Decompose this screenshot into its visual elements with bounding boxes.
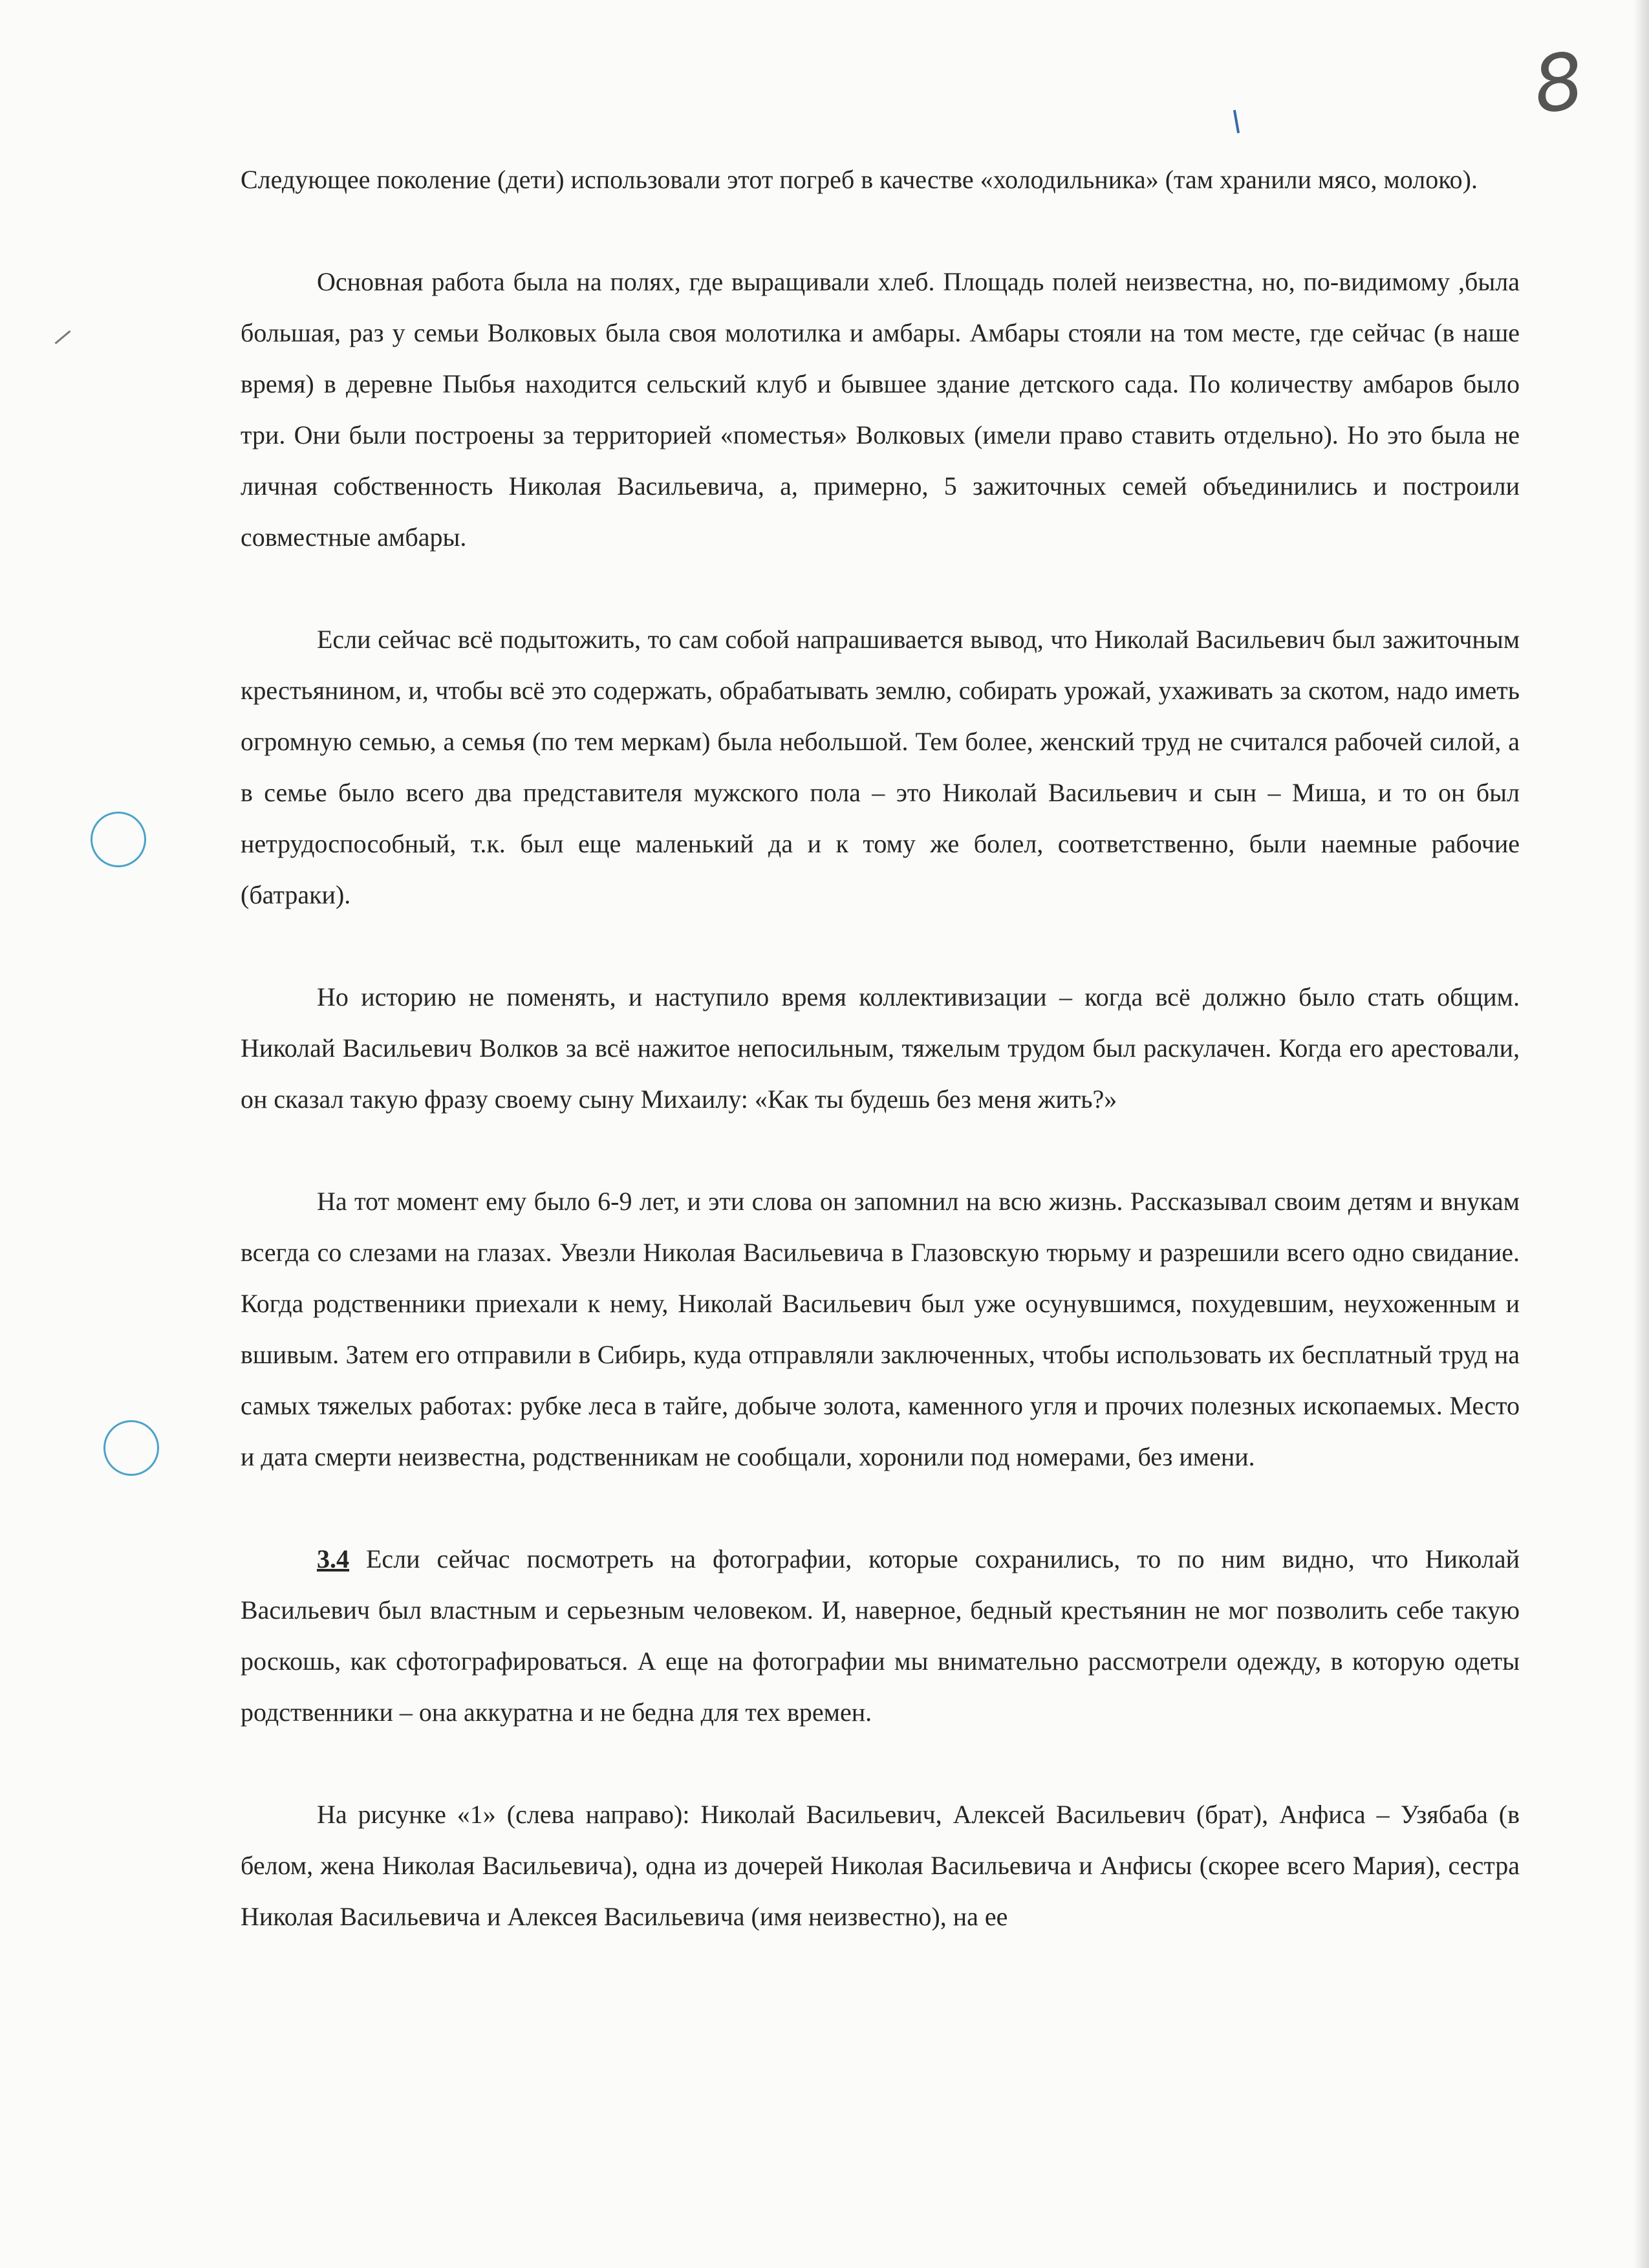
paragraph: На тот момент ему было 6-9 лет, и эти слова он запомнил на всю жизнь. Рассказывал своим детям и внукам всегда со слезами на глазах. Увезли Николая Васильевича в Глазовскую тюрьму и разрешили всего одно свидание. Когда родственники приехали к нему, Николай Васильевич был уже осунувшимся, похудевшим, неухоженным и вшивым. Затем его отправили в Сибирь, куда отправляли заключенных, чтобы использовать их бесплатный труд на самых тяжелых работах: рубке леса в тайге, добыче золота, каменного угля и прочих полезных ископаемых. Место и дата смерти неизвестна, родственникам не сообщали, хоронили под номерами, без имени.	[241, 1187, 1520, 1471]
punch-hole-circle	[103, 1420, 159, 1476]
paragraph: Основная работа была на полях, где выращивали хлеб. Площадь полей неизвестна, но, по-видимому ,была большая, раз у семьи Волковых была своя молотилка и амбары. Амбары стояли на том месте, где сейчас (в наше время) в деревне Пыбья находится сельский клуб и бывшее здание детского сада. По количеству амбаров было три. Они были построены за территорией «поместья» Волковых (имели право ставить отдельно). Но это была не личная собственность Николая Васильевича, а, примерно, 5 зажиточных семей объединились и построили совместные амбары.	[241, 267, 1520, 552]
paragraph: На рисунке «1» (слева направо): Николай Васильевич, Алексей Васильевич (брат), Анфиса – Узябаба (в белом, жена Николая Васильевича), одна из дочерей Николая Васильевича и Анфисы (скорее всего Мария), сестра Николая Васильевича и Алексея Васильевича (имя неизвестно), на ее	[241, 1800, 1520, 1931]
section-number: 3.4	[317, 1544, 349, 1573]
body-text	[241, 154, 1520, 1942]
page-edge-shadow	[1633, 0, 1649, 2268]
pen-tick-mark	[1233, 110, 1240, 133]
paragraph-section	[241, 1533, 1520, 1738]
paragraph: Следующее поколение (дети) использовали этот погреб в качестве «холодильника» (там хранили мясо, молоко).	[241, 165, 1478, 194]
paragraph: Но историю не поменять, и наступило время коллективизации – когда всё должно было стать общим. Николай Васильевич Волков за всё нажитое непосильным, тяжелым трудом был раскулачен. Когда его арестовали, он сказал такую фразу своему сыну Михаилу: «Как ты будешь без меня жить?»	[241, 982, 1520, 1114]
page-number: 8	[1527, 36, 1590, 132]
paragraph-text: Если сейчас посмотреть на фотографии, которые сохранились, то по ним видно, что Николай Васильевич был властным и серьезным человеком. И, наверное, бедный крестьянин не мог позволить себе такую роскошь, как сфотографироваться. А еще на фотографии мы внимательно рассмотрели одежду, в которую одеты родственники – она аккуратна и не бедна для тех времен.	[241, 1544, 1520, 1727]
paragraph: Если сейчас всё подытожить, то сам собой напрашивается вывод, что Николай Васильевич был зажиточным крестьянином, и, чтобы всё это содержать, обрабатывать землю, собирать урожай, ухаживать за скотом, надо иметь огромную семью, а семья (по тем меркам) была небольшой. Тем более, женский труд не считался рабочей силой, а в семье было всего два представителя мужского пола – это Николай Васильевич и сын – Миша, и то он был нетрудоспособный, т.к. был еще маленький да и к тому же болел, соответственно, были наемные рабочие (батраки).	[241, 625, 1520, 909]
punch-hole-circle	[91, 812, 146, 867]
pen-dash-mark	[55, 330, 71, 345]
